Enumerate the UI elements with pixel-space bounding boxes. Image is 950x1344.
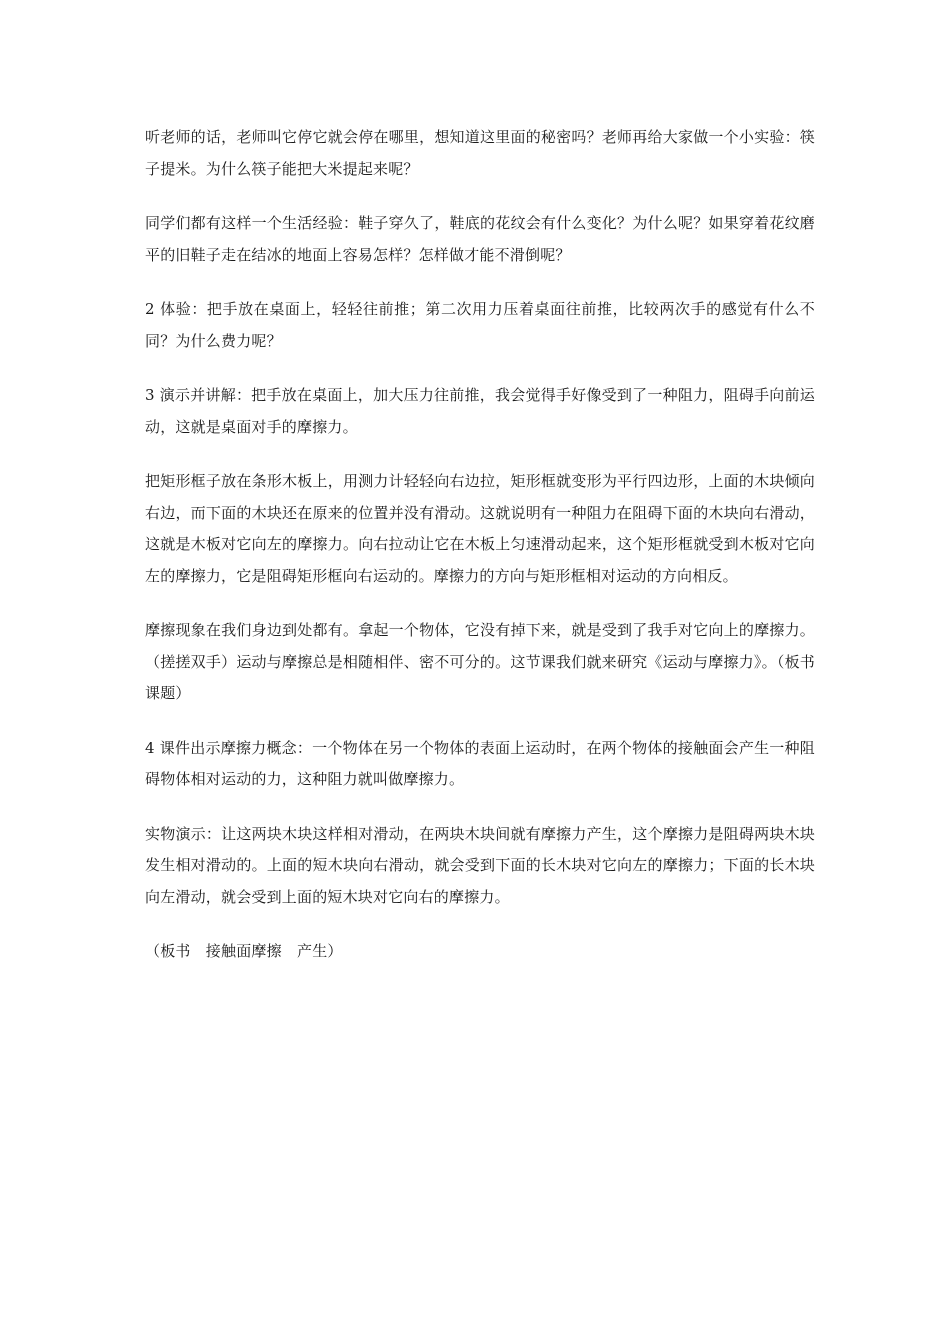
paragraph-board-note: （板书 接触面摩擦 产生）	[145, 942, 343, 960]
paragraph-rectangle-frame: 把矩形框子放在条形木板上，用测力计轻轻向右边拉，矩形框就变形为平行四边形，上面的木块倾向右边，而下面的木块还在原来的位置并没有滑动。这就说明有一种阻力在阻碍下面的木块向右滑动，这就是木板对它向左的摩擦力。向右拉动让它在木板上匀速滑动起来，这个矩形框就受到木板对它向左的摩擦力，它是阻碍矩形框向右运动的。摩擦力的方向与矩形框相对运动的方向相反。	[145, 472, 815, 585]
document-body	[145, 122, 815, 991]
paragraph-secret-experiment: 听老师的话，老师叫它停它就会停在哪里，想知道这里面的秘密吗？老师再给大家做一个小实验：筷子提米。为什么筷子能把大米提起来呢？	[145, 128, 815, 178]
paragraph-experience-step-2: 2 体验：把手放在桌面上，轻轻往前推；第二次用力压着桌面往前推，比较两次手的感觉有什么不同？为什么费力呢？	[145, 300, 815, 350]
paragraph-wood-block-demo: 实物演示：让这两块木块这样相对滑动，在两块木块间就有摩擦力产生，这个摩擦力是阻碍两块木块发生相对滑动的。上面的短木块向右滑动，就会受到下面的长木块对它向左的摩擦力；下面的长木块向左滑动，就会受到上面的短木块对它向右的摩擦力。	[145, 824, 815, 906]
paragraph-friction-everywhere: 摩擦现象在我们身边到处都有。拿起一个物体，它没有掉下来，就是受到了我手对它向上的摩擦力。（搓搓双手）运动与摩擦总是相随相伴、密不可分的。这节课我们就来研究《运动与摩擦力》。（板书课题）	[145, 621, 815, 702]
paragraph-shoe-experience: 同学们都有这样一个生活经验：鞋子穿久了，鞋底的花纹会有什么变化？为什么呢？如果穿着花纹磨平的旧鞋子走在结冰的地面上容易怎样？怎样做才能不滑倒呢？	[145, 214, 815, 264]
paragraph-demo-step-3: 3 演示并讲解：把手放在桌面上，加大压力往前推，我会觉得手好像受到了一种阻力，阻碍手向前运动，这就是桌面对手的摩擦力。	[145, 386, 815, 436]
paragraph-friction-concept-step-4: 4 课件出示摩擦力概念：一个物体在另一个物体的表面上运动时，在两个物体的接触面会产生一种阻碍物体相对运动的力，这种阻力就叫做摩擦力。	[145, 738, 815, 788]
